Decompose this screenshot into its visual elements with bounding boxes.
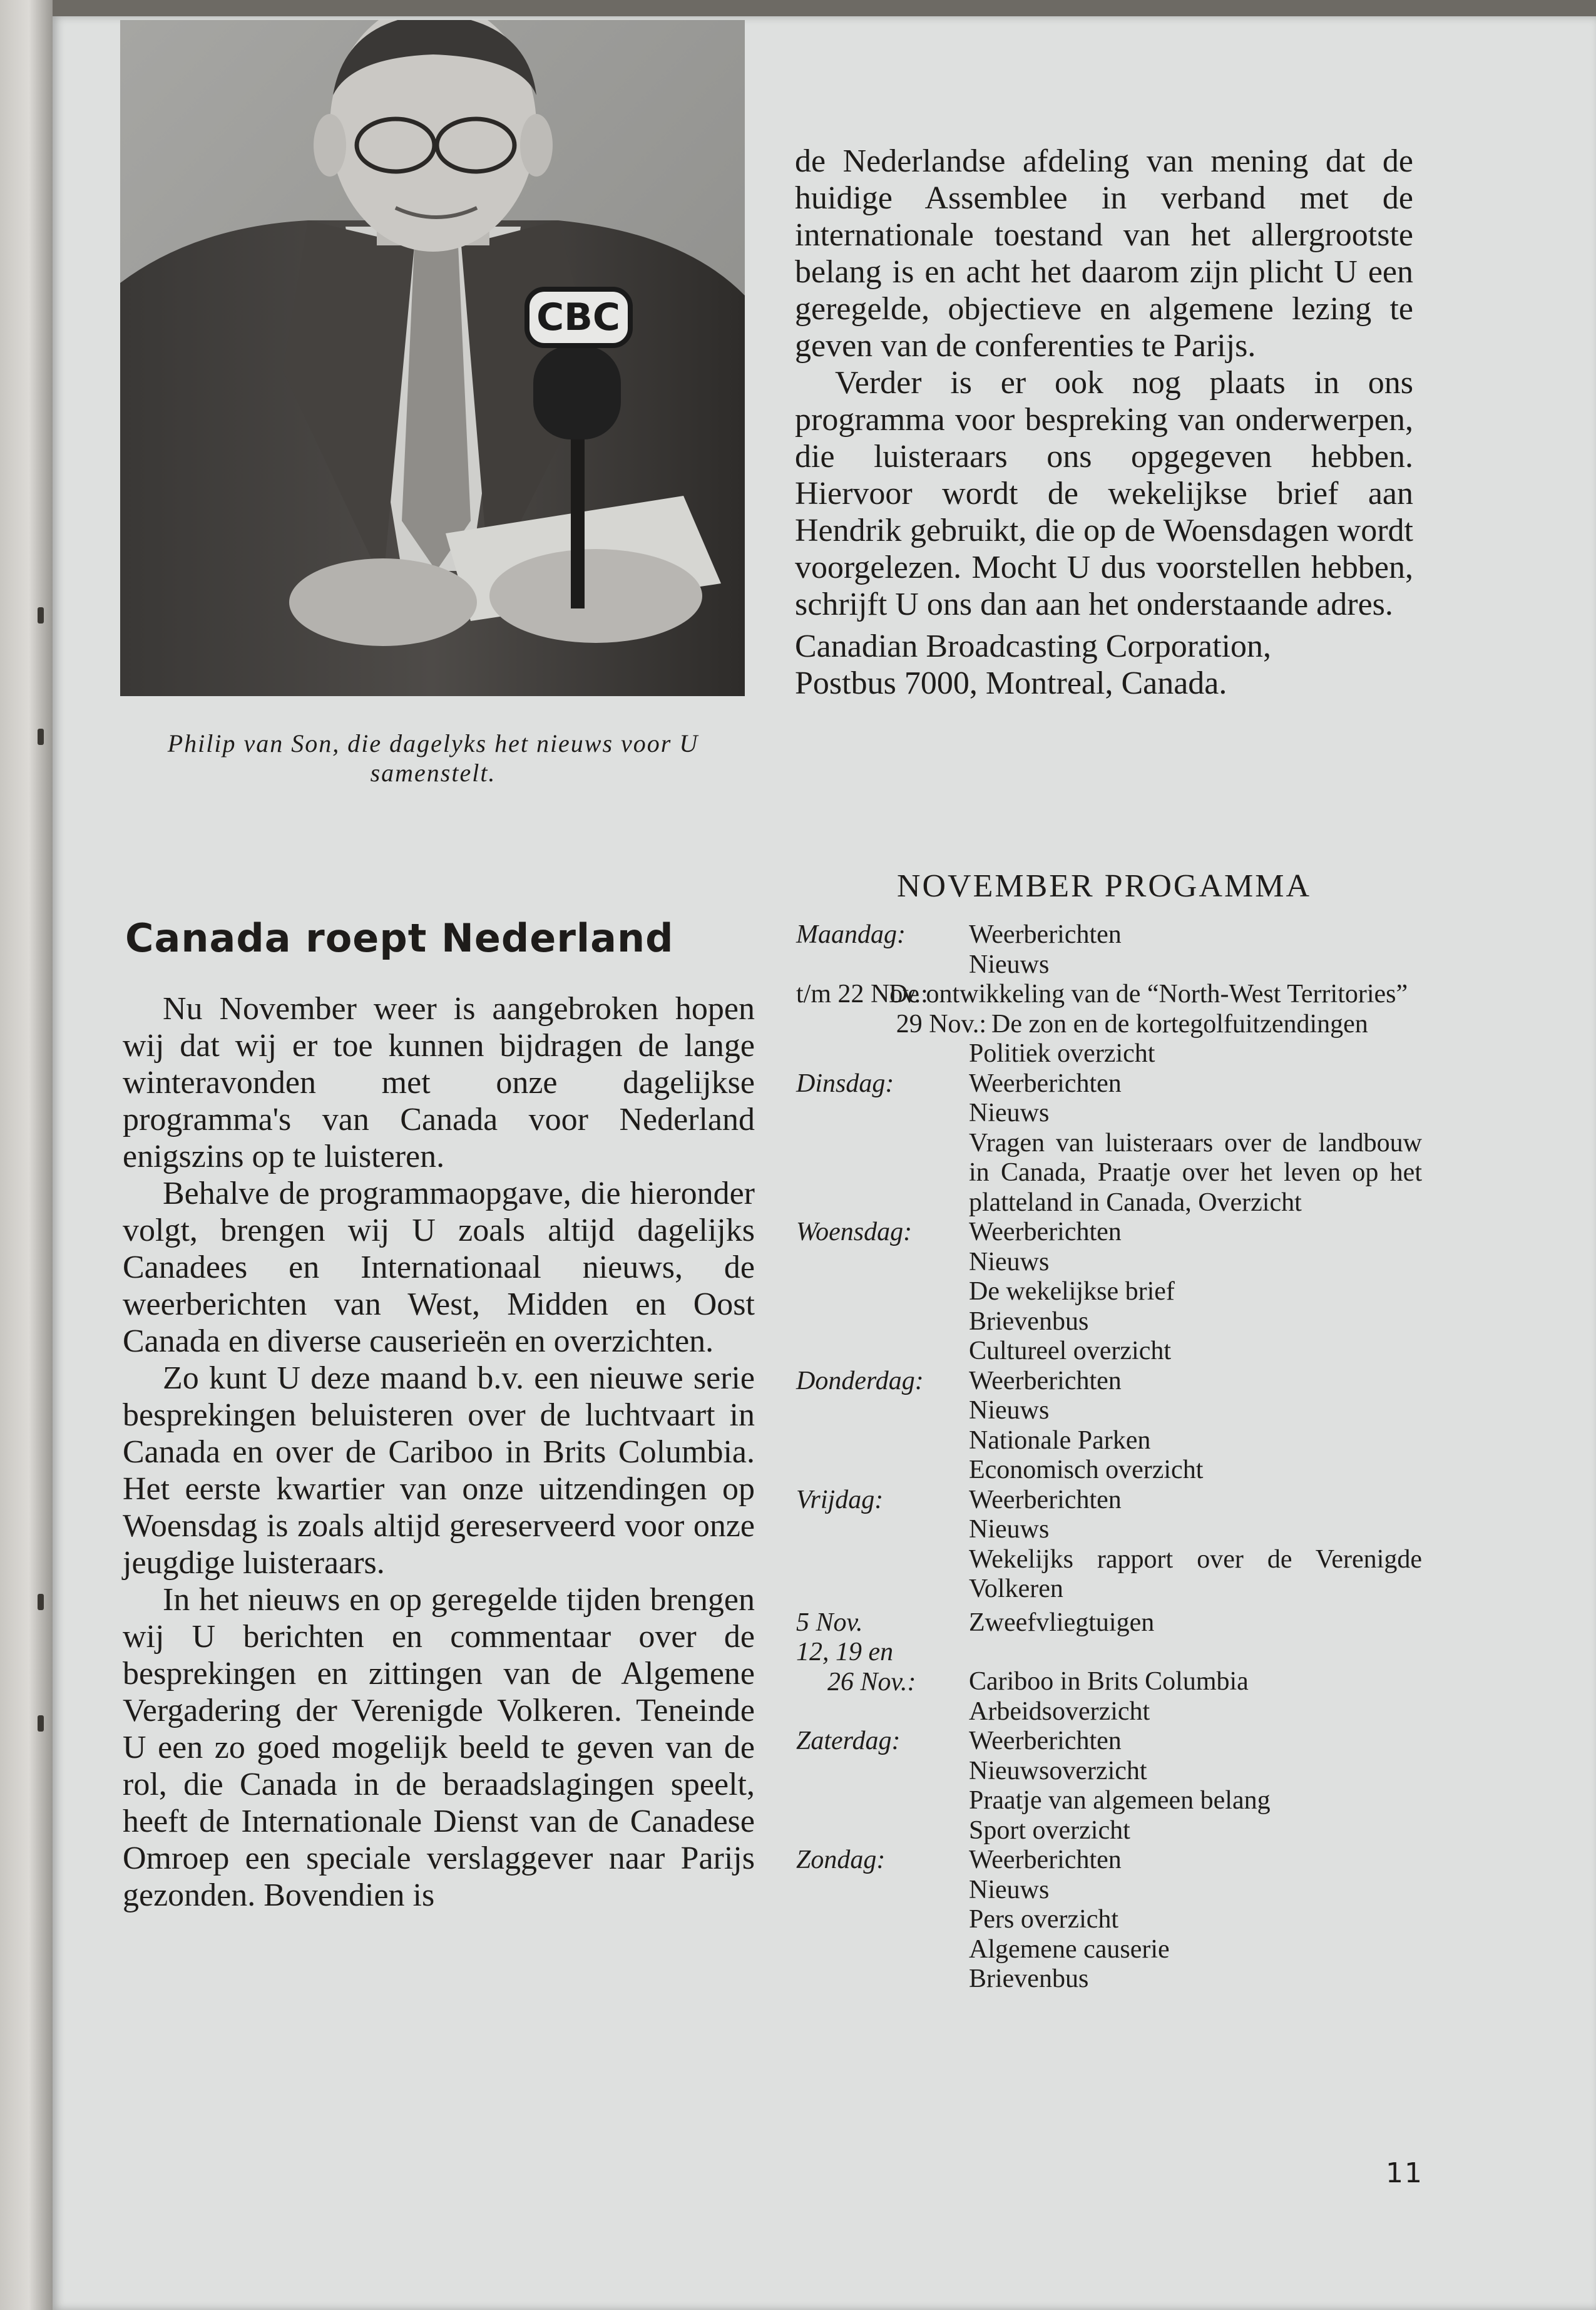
staple-mark bbox=[38, 729, 44, 745]
program-schedule bbox=[796, 920, 1422, 1994]
staple-mark bbox=[38, 607, 44, 624]
program-item: Weerberichten bbox=[969, 1485, 1122, 1514]
program-dated-item bbox=[796, 1638, 1422, 1727]
program-dated-item bbox=[796, 1010, 1422, 1040]
program-item: Nationale Parken bbox=[969, 1425, 1151, 1455]
program-item: De wekelijkse brief bbox=[969, 1277, 1175, 1306]
program-item: Vragen van luisteraars over de landbouw in Canada, Praatje over het leven op het platteland in Canada, Overzicht bbox=[969, 1128, 1422, 1217]
date-label: 26 Nov.: bbox=[827, 1667, 916, 1697]
day-label: Maandag: bbox=[796, 920, 906, 949]
page-top-edge bbox=[0, 0, 1596, 16]
program-day bbox=[796, 1069, 1422, 1218]
address-line: Canadian Broadcasting Corporation, bbox=[795, 629, 1272, 664]
program-item: Zweefvliegtuigen bbox=[969, 1608, 1155, 1637]
date-label: t/m 22 Nov.: bbox=[796, 980, 928, 1009]
program-item: Nieuws bbox=[969, 1396, 1050, 1425]
paragraph: Verder is er ook nog plaats in ons programma voor bespreking van onderwerpen, die luisteraars ons opgegeven hebben. Hiervoor wordt de wekelijkse brief aan Hendrik gebruikt, die op de Woensdagen wordt voorgelezen. Mocht U dus voorstellen hebben, schrijft U ons dan aan het onderstaande adres. bbox=[795, 365, 1413, 622]
program-item: Weerberichten bbox=[969, 1069, 1122, 1098]
program-item: De ontwikkeling van de “North-West Territories” bbox=[889, 980, 1408, 1009]
program-item: Weerberichten bbox=[969, 1727, 1122, 1755]
page-number: 11 bbox=[1386, 2157, 1423, 2189]
paragraph: de Nederlandse afdeling van mening dat de huidige Assemblee in verband met de internationale toestand van het allergrootste belang is en acht het daarom zijn plicht U een geregelde, objectieve en algemene lezing te geven van de conferenties te Parijs. bbox=[795, 143, 1413, 364]
program-item: Praatje van algemeen belang bbox=[969, 1786, 1271, 1815]
program-dated-item bbox=[796, 980, 1422, 1010]
program-item: Algemene causerie bbox=[969, 1934, 1170, 1964]
portrait-illustration bbox=[120, 20, 745, 696]
program-item: Weerberichten bbox=[969, 1366, 1122, 1395]
program-item: Pers overzicht bbox=[969, 1905, 1119, 1934]
day-label: Woensdag: bbox=[796, 1218, 913, 1246]
program-item: Brievenbus bbox=[969, 1306, 1089, 1336]
program-item: Politiek overzicht bbox=[969, 1039, 1155, 1068]
program-item: Brievenbus bbox=[969, 1964, 1089, 1993]
binding-spine bbox=[0, 0, 53, 2310]
program-item: Cultureel overzicht bbox=[969, 1337, 1172, 1365]
program-dated-item bbox=[796, 1608, 1422, 1638]
program-item: Nieuws bbox=[969, 1099, 1050, 1127]
program-day bbox=[796, 1367, 1422, 1486]
right-column bbox=[795, 143, 1413, 702]
photo-caption: Philip van Son, die dagelyks het nieuws voor U samenstelt. bbox=[167, 729, 699, 787]
paragraph: Behalve de programmaopgave, die hieronder volgt, brengen wij U zoals altijd dagelijks Canadees en Internationaal nieuws, de weerberichten van West, Midden en Oost Canada en diverse causerieën en overzichten. bbox=[123, 1176, 755, 1359]
address-line: Postbus 7000, Montreal, Canada. bbox=[795, 665, 1227, 701]
program-item: Cariboo in Brits Columbia bbox=[969, 1667, 1249, 1696]
program-title: NOVEMBER PROGAMMA bbox=[896, 868, 1312, 904]
date-label: 5 Nov. bbox=[796, 1608, 863, 1637]
program-item: Arbeidsoverzicht bbox=[969, 1697, 1150, 1726]
program-item: Nieuwsoverzicht bbox=[969, 1756, 1147, 1785]
paragraph: Nu November weer is aangebroken hopen wij dat wij er toe kunnen bijdragen de lange winteravonden met onze dagelijkse programma's van Canada voor Nederland enigszins op te luisteren. bbox=[123, 991, 755, 1174]
program-item: Weerberichten bbox=[969, 920, 1122, 949]
program-item: Sport overzicht bbox=[969, 1815, 1130, 1845]
program-day bbox=[796, 1845, 1422, 1994]
day-label: Zondag: bbox=[796, 1845, 886, 1874]
left-column bbox=[123, 990, 755, 1914]
program-item: Nieuws bbox=[969, 1515, 1050, 1544]
date-label: 29 Nov.: bbox=[896, 1009, 986, 1039]
program-item: Nieuws bbox=[969, 950, 1050, 979]
microphone-label: CBC bbox=[536, 295, 620, 339]
portrait-photo bbox=[120, 20, 745, 696]
program-item: De zon en de kortegolfuitzendingen bbox=[991, 1009, 1368, 1039]
paragraph: In het nieuws en op geregelde tijden brengen wij U berichten en commentaar over de besprekingen en zittingen van de Algemene Vergadering der Verenigde Volkeren. Teneinde U een zo goed mogelijk beeld te geven van de rol, die Canada in de beraadslagingen speelt, heeft de Internationale Dienst van de Canadese Omroep een speciale verslaggever naar Parijs gezonden. Bovendien is bbox=[123, 1582, 755, 1913]
staple-mark bbox=[38, 1715, 44, 1732]
day-label: Vrijdag: bbox=[796, 1485, 884, 1514]
day-label: Zaterdag: bbox=[796, 1727, 901, 1755]
staple-mark bbox=[38, 1594, 44, 1610]
program-item: Economisch overzicht bbox=[969, 1455, 1204, 1484]
program-item: Nieuws bbox=[969, 1875, 1050, 1904]
program-item: Weerberichten bbox=[969, 1845, 1122, 1874]
article-headline: Canada roept Nederland bbox=[125, 915, 674, 961]
program-day bbox=[796, 920, 1422, 980]
program-item: Nieuws bbox=[969, 1247, 1050, 1276]
date-label: 12, 19 en bbox=[796, 1638, 894, 1666]
program-day bbox=[796, 1218, 1422, 1367]
paragraph: Zo kunt U deze maand b.v. een nieuwe serie besprekingen beluisteren over de luchtvaart in Canada en over de Cariboo in Brits Columbia. Het eerste kwartier van onze uitzendingen op Woensdag is zoals altijd gereserveerd voor onze jeugdige luisteraars. bbox=[123, 1360, 755, 1581]
day-label: Dinsdag: bbox=[796, 1069, 894, 1098]
program-item: Weerberichten bbox=[969, 1218, 1122, 1246]
day-label: Donderdag: bbox=[796, 1366, 924, 1395]
program-item: Wekelijks rapport over de Verenigde Volkeren bbox=[969, 1544, 1422, 1603]
program-day bbox=[796, 1727, 1422, 1845]
program-day bbox=[796, 1486, 1422, 1604]
